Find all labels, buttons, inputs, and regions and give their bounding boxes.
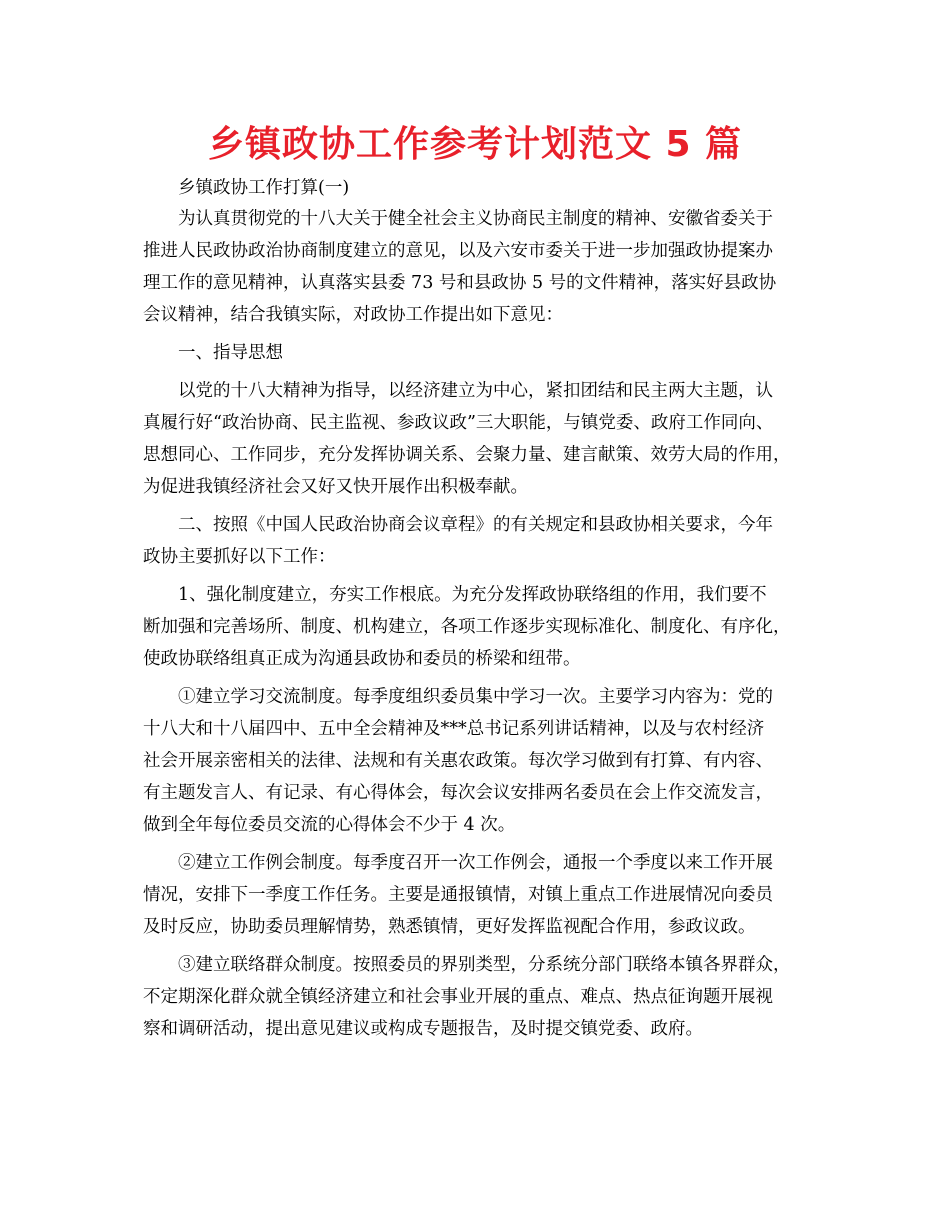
paragraph [143, 949, 815, 1045]
paragraph-line: 政协主要抓好以下工作： [143, 547, 336, 567]
paragraph-line: 十八大和十八届四中、五中全会精神及***总书记系列讲话精神，以及与农村经济 [143, 719, 765, 739]
paragraph-line: 察和调研活动，提出意见建议或构成专题报告，及时提交镇党委、政府。 [143, 1019, 703, 1039]
paragraph-line: 以党的十八大精神为指导，以经济建立为中心，紧扣团结和民主两大主题，认 [178, 381, 773, 401]
paragraph-line: 及时反应，协助委员理解情势，熟悉镇情，更好发挥监视配合作用，参政议政。 [143, 917, 756, 937]
paragraph-line: 理工作的意见精神，认真落实县委 73 号和县政协 5 号的文件精神，落实好县政协 [143, 273, 777, 293]
section-heading: 乡镇政协工作打算(一) [178, 178, 350, 198]
paragraph-line: 断加强和完善场所、制度、机构建立，各项工作逐步实现标准化、制度化、有序化， [143, 617, 791, 637]
paragraph [143, 203, 815, 331]
paragraph-list [143, 203, 815, 1045]
document-title: 乡镇政协工作参考计划范文 5 篇 [207, 124, 743, 165]
paragraph [143, 509, 815, 573]
paragraph-line: 会议精神，结合我镇实际，对政协工作提出如下意见： [143, 305, 563, 325]
paragraph-line: 一、指导思想 [178, 343, 283, 363]
paragraph [143, 375, 815, 503]
paragraph-line: 二、按照《中国人民政治协商会议章程》的有关规定和县政协相关要求，今年 [178, 515, 773, 535]
paragraph-line: 不定期深化群众就全镇经济建立和社会事业开展的重点、难点、热点征询题开展视 [143, 987, 773, 1007]
paragraph [143, 337, 815, 369]
paragraph-line: 真履行好“政治协商、民主监视、参政议政”三大职能，与镇党委、政府工作同向、 [143, 413, 774, 433]
paragraph [143, 681, 815, 841]
paragraph-line: 有主题发言人、有记录、有心得体会，每次会议安排两名委员在会上作交流发言， [143, 783, 773, 803]
paragraph-line: 情况，安排下一季度工作任务。主要是通报镇情，对镇上重点工作进展情况向委员 [143, 885, 773, 905]
paragraph-line: 社会开展亲密相关的法律、法规和有关惠农政策。每次学习做到有打算、有内容、 [143, 751, 773, 771]
paragraph [143, 847, 815, 943]
paragraph-line: 思想同心、工作同步，充分发挥协调关系、会聚力量、建言献策、效劳大局的作用， [143, 445, 791, 465]
paragraph-line: ③建立联络群众制度。按照委员的界别类型，分系统分部门联络本镇各界群众， [178, 955, 791, 975]
paragraph-line: 做到全年每位委员交流的心得体会不少于 4 次。 [143, 815, 516, 835]
paragraph-line: ①建立学习交流制度。每季度组织委员集中学习一次。主要学习内容为：党的 [178, 687, 773, 707]
document-body [143, 173, 815, 1051]
paragraph-line: 1、强化制度建立，夯实工作根底。为充分发挥政协联络组的作用，我们要不 [178, 585, 767, 605]
paragraph [143, 579, 815, 675]
paragraph-line: ②建立工作例会制度。每季度召开一次工作例会，通报一个季度以来工作开展 [178, 853, 773, 873]
paragraph-line: 推进人民政协政治协商制度建立的意见，以及六安市委关于进一步加强政协提案办 [143, 241, 773, 261]
paragraph-line: 使政协联络组真正成为沟通县政协和委员的桥梁和纽带。 [143, 649, 581, 669]
paragraph-line: 为促进我镇经济社会又好又快开展作出积极奉献。 [143, 477, 528, 497]
paragraph-line: 为认真贯彻党的十八大关于健全社会主义协商民主制度的精神、安徽省委关于 [178, 209, 773, 229]
